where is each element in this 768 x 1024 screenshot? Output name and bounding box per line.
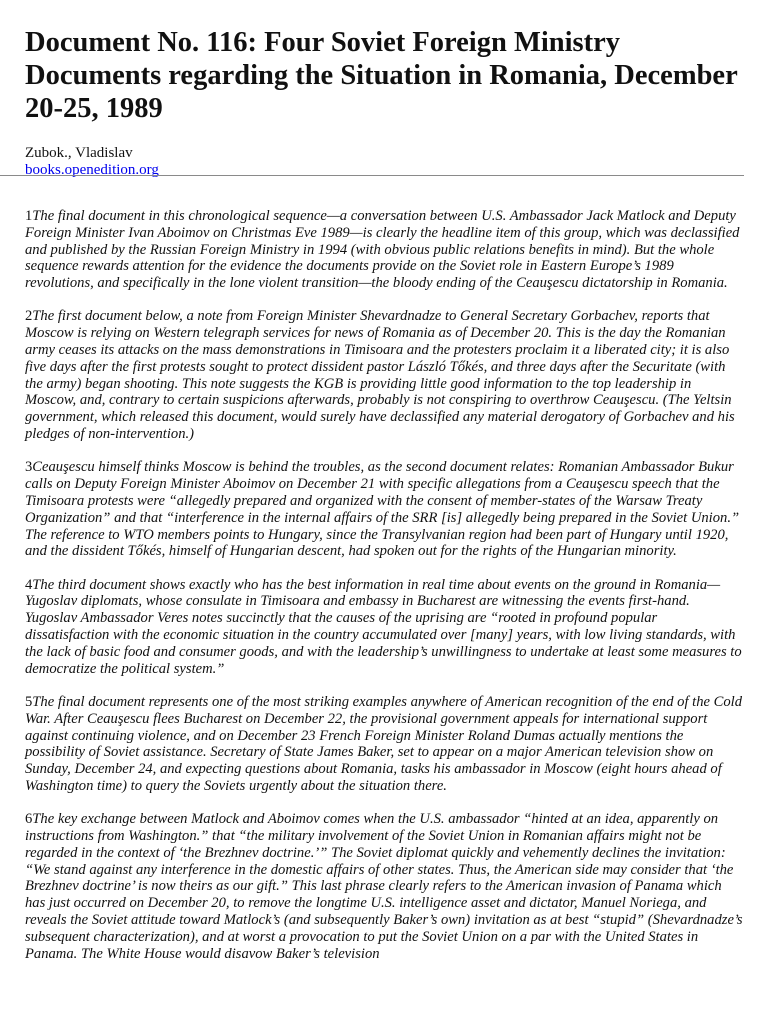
paragraph-text: Ceauşescu himself thinks Moscow is behind the troubles, as the second document relates: Romanian Ambassador Bukur calls on Deputy Foreign Minister Aboimov on December 21 with specific allegations from a Ceauşescu speech that the Timisoara protests were “allegedly prepared and organized with the consent of member-states of the Warsaw Treaty Organization” and that “interference in the internal affairs of the SRR [is] allegedly being prepared in the Soviet Union.” The reference to WTO members points to Hungary, since the Transylvanian region had been part of Hungary until 1920, and the dissident Tőkés, himself of Hungarian descent, had spoken out for the rights of the Hungarian minority. xyxy=(25,459,740,560)
paragraph-text: The key exchange between Matlock and Aboimov comes when the U.S. ambassador “hinted at an idea, apparently on instructions from Washington.” that “the military involvement of the Soviet Union in Romanian affairs might not be regarded in the context of ‘the Brezhnev doctrine.’” The Soviet diplomat quickly and vehemently declines the invitation: “We stand against any interference in the domestic affairs of other states. Thus, the American side may consider that ‘the Brezhnev doctrine’ is now theirs as our gift.” This last phrase clearly refers to the American invasion of Panama which has just occurred on December 20, to remove the longtime U.S. intelligence asset and dictator, Manuel Noriega, and reveals the Soviet attitude toward Matlock’s (and subsequently Baker’s own) invitation as at best “stupid” (Shevardnadze’s subsequent characterization), and at worst a provocation to put the Soviet Union on a par with the United States in Panama. The White House would disavow Baker’s television xyxy=(25,811,743,962)
paragraph-number: 5 xyxy=(25,693,33,710)
paragraph-5 xyxy=(25,694,745,795)
document-title: Document No. 116: Four Soviet Foreign Ministry Documents regarding the Situation in Romania, December 20-25, 1989 xyxy=(25,27,738,124)
paragraph-6 xyxy=(25,811,745,962)
paragraph-text: The third document shows exactly who has the best information in real time about events on the ground in Romania—Yugoslav diplomats, whose consulate in Timisoara and embassy in Bucharest are witnessing the events first-hand. Yugoslav Ambassador Veres notes succinctly that the causes of the uprising are “rooted in profound popular dissatisfaction with the economic situation in the country accumulated over [many] years, with low living standards, with the lack of basic food and consumer goods, and with the leadership’s unwillingness to undertake at least some measures to democratize the political system.” xyxy=(25,576,742,677)
source-line xyxy=(25,162,745,179)
paragraph-2 xyxy=(25,308,745,442)
author-name: Zubok., Vladislav xyxy=(25,145,133,161)
paragraph-1 xyxy=(25,208,745,292)
paragraph-4 xyxy=(25,577,745,678)
paragraph-number: 1 xyxy=(25,208,33,224)
source-link[interactable]: books.openedition.org xyxy=(25,162,159,178)
paragraph-number: 6 xyxy=(25,811,33,828)
document-body xyxy=(25,208,745,979)
paragraph-text: The first document below, a note from Foreign Minister Shevardnadze to General Secretary Gorbachev, reports that Moscow is relying on Western telegraph services for news of Romania as of December 20. This is the day the Romanian army ceases its attacks on the mass demonstrations in Timisoara and the protesters proclaim it a liberated city; it is also five days after the first protests sought to protect dissident pastor László Tőkés, and three days after the Securitate (with the army) began shooting. This note suggests the KGB is providing little good information to the top leadership in Moscow, and, contrary to certain suspicions afterwards, probably is not conspiring to overthrow Ceauşescu. (The Yeltsin government, which released this document, would surely have declassified any material derogatory of Gorbachev and his pledges of non-intervention.) xyxy=(25,308,735,443)
paragraph-3 xyxy=(25,459,745,560)
paragraph-number: 3 xyxy=(25,459,33,476)
paragraph-number: 4 xyxy=(25,576,33,593)
paragraph-number: 2 xyxy=(25,308,33,325)
header-divider xyxy=(0,175,744,176)
paragraph-text: The final document represents one of the most striking examples anywhere of American recognition of the end of the Cold War. After Ceauşescu flees Bucharest on December 22, the provisional government appeals for international support against continuing violence, and on December 23 French Foreign Minister Roland Dumas actually mentions the possibility of Soviet assistance. Secretary of State James Baker, set to appear on a major American television show on Sunday, December 24, and expecting questions about Romania, tasks his ambassador in Moscow (eight hours ahead of Washington time) to query the Soviets urgently about the situation there. xyxy=(25,693,743,794)
document-page xyxy=(25,0,745,179)
paragraph-text: The final document in this chronological sequence—a conversation between U.S. Ambassador Jack Matlock and Deputy Foreign Minister Ivan Aboimov on Christmas Eve 1989—is clearly the headline item of this group, which was declassified and published by the Russian Foreign Ministry in 1994 (with obvious public relations benefits in mind). But the whole sequence rewards attention for the evidence the documents provide on the Soviet role in Eastern Europe’s 1989 revolutions, and specifically in the lone violent transition—the bloody ending of the Ceauşescu dictatorship in Romania. xyxy=(25,208,740,292)
